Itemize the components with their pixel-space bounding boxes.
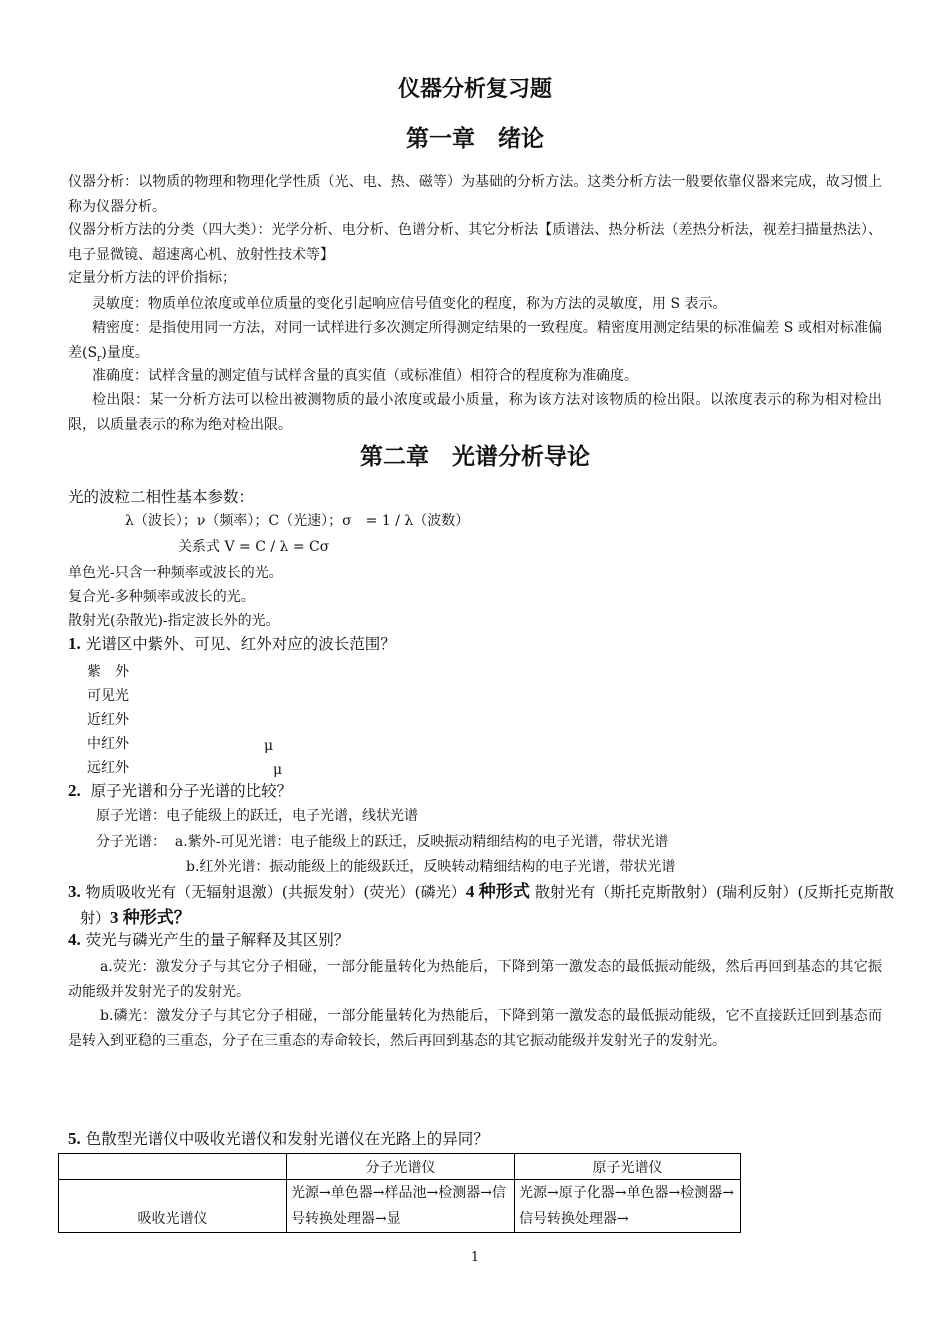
ch2-stray: 散射光(杂散光)-指定波长外的光。 [68,613,280,629]
question-4: 4. 荧光与磷光产生的量子解释及其区别？ [68,930,350,949]
question-1: 1. 光谱区中紫外、可见、红外对应的波长范围？ [68,634,396,653]
spectrometer-table [58,1153,741,1233]
ch1-definition: 仪器分析：以物质的物理和物理化学性质（光、电、热、磁等）为基础的分析方法。这类分析方法一般要依靠仪器来完成，故习惯上称为仪器分析。 [68,174,882,215]
ch1-criteria-title: 定量分析方法的评价指标； [68,270,236,286]
q1-row-label: 中红外 [87,736,129,752]
q1-row-label: 远红外 [87,760,129,776]
table-row [59,1180,741,1233]
ch1-classification: 仪器分析方法的分类（四大类）：光学分析、电分析、色谱分析、其它分析法【质谱法、热分析法（差热分析法，视差扫描量热法）、电子显微镜、超速离心机、放射性技术等】 [68,222,882,263]
q4-phosphorescence: b.磷光：激发分子与其它分子相碰，一部分能量转化为热能后，下降到第一激发态的最低振动能级，它不直接跃迁回到基态而是转入到亚稳的三重态，分子在三重态的寿命较长，然后再回到基态的其它振动能级并发射光子的发射光。 [68,1008,882,1049]
chapter1-heading: 第一章 绪论 [406,126,544,152]
table-header-cell: 分子光谱仪 [287,1154,515,1180]
ch2-relation: 关系式 V = C / λ = Cσ [178,539,330,555]
ch2-params: λ（波长）；ν（频率）；C（光速）；σ = 1 / λ（波数） [125,513,470,529]
table-header-cell [59,1154,287,1180]
ch2-complex: 复合光-多种频率或波长的光。 [68,589,255,605]
q2-atomic: 原子光谱：电子能级上的跃迁，电子光谱，线状光谱 [96,808,418,824]
ch1-sensitivity: 灵敏度：物质单位浓度或单位质量的变化引起响应信号值变化的程度，称为方法的灵敏度，用 S 表示。 [92,296,727,312]
q1-row-unit: μ [264,738,274,754]
q4-fluorescence: a.荧光：激发分子与其它分子相碰，一部分能量转化为热能后，下降到第一激发态的最低振动能级，然后再回到基态的其它振动能级并发射光子的发射光。 [68,959,882,1000]
table-cell-atomic: 光源→原子化器→单色器→检测器→信号转换处理器→ [515,1180,741,1233]
table-header-row [59,1154,741,1180]
q1-row-label: 可见光 [87,688,129,704]
chapter2-heading: 第二章 光谱分析导论 [360,444,590,470]
ch2-mono: 单色光-只含一种频率或波长的光。 [68,565,283,581]
table-cell-molecular: 光源→单色器→样品池→检测器→信号转换处理器→显 [287,1180,515,1233]
q2-molecular: 分子光谱： a.紫外-可见光谱：电子能级上的跃迁，反映振动精细结构的电子光谱，带状光谱 [96,834,669,850]
document-title: 仪器分析复习题 [397,77,552,102]
q1-row-label: 近红外 [87,712,129,728]
question-5: 5. 色散型光谱仪中吸收光谱仪和发射光谱仪在光路上的异同？ [68,1129,489,1148]
page-number: 1 [470,1250,480,1265]
question-3: 3. 物质吸收光有（无辐射退激）(共振发射）(荧光）(磷光）4 种形式 散射光有（斯托克斯散射）(瑞利反射）(反斯托克斯散射）3 种形式？ [68,882,894,927]
q1-row-unit: μ [273,762,283,778]
ch2-intro: 光的波粒二相性基本参数： [68,488,255,506]
q1-row-label: 紫 外 [87,664,129,680]
ch1-accuracy: 准确度：试样含量的测定值与试样含量的真实值（或标准值）相符合的程度称为准确度。 [92,368,638,384]
table-header-cell: 原子光谱仪 [515,1154,741,1180]
q2-molecular-b: b.红外光谱：振动能级上的能级跃迁，反映转动精细结构的电子光谱，带状光谱 [186,859,676,875]
table-row-label: 吸收光谱仪 [59,1180,287,1233]
ch1-precision: 精密度：是指使用同一方法，对同一试样进行多次测定所得测定结果的一致程度。精密度用测定结果的标准偏差 S 或相对标准偏差$(S_r)$量度。 [68,320,882,364]
question-2: 2. 原子光谱和分子光谱的比较？ [68,781,293,800]
ch1-detection-limit: 检出限：某一分析方法可以检出被测物质的最小浓度或最小质量，称为该方法对该物质的检出限。以浓度表示的称为相对检出限，以质量表示的称为绝对检出限。 [68,392,882,433]
